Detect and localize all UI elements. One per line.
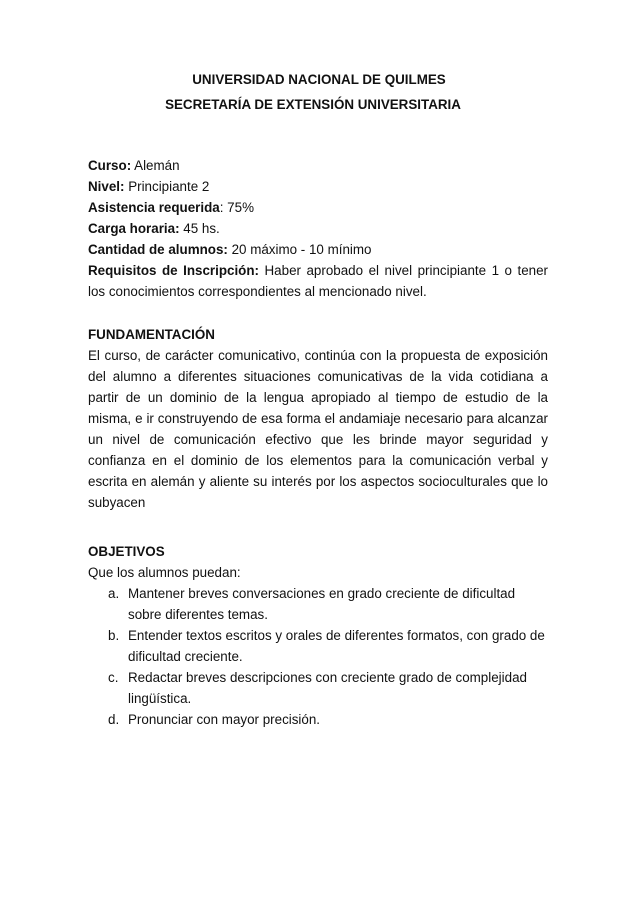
list-marker: b. <box>108 628 120 643</box>
list-marker: a. <box>108 586 120 601</box>
list-item-text: Pronunciar con mayor precisión. <box>128 712 321 727</box>
document-body <box>88 155 548 730</box>
carga-value: 45 hs. <box>179 221 220 236</box>
fundamentacion-paragraph: El curso, de carácter comunicativo, continúa con la propuesta de exposición del alumno a diferentes situaciones comunicativas de la vida cotidiana a partir de un dominio de la lengua apropiado al tiempo de estudio de la misma, e ir construyendo de esa forma el andamiaje necesario para alcanzar un nivel de comunicación efectivo que les brinde mayor seguridad y confianza en el dominio de los elementos para la comunicación verbal y escrita en alemán y aliente su interés por los aspectos socioculturales que lo subyacen <box>88 348 548 510</box>
requisitos-value: Haber aprobado el nivel principiante 1 o tener los conocimientos correspondientes al mencionado nivel. <box>88 263 548 299</box>
cantidad-value: 20 máximo - 10 mínimo <box>227 242 372 257</box>
requisitos-label: Requisitos de Inscripción: <box>88 263 259 278</box>
list-item-text: Redactar breves descripciones con creciente grado de complejidad lingüística. <box>128 670 527 706</box>
field-cantidad-alumnos <box>88 239 548 260</box>
curso-value: Alemán <box>131 158 180 173</box>
field-curso <box>88 155 548 176</box>
list-marker: d. <box>108 712 120 727</box>
department-title: SECRETARÍA DE EXTENSIÓN UNIVERSITARIA <box>165 97 461 112</box>
cantidad-label: Cantidad de alumnos: <box>88 242 228 257</box>
asistencia-value: : 75% <box>219 200 254 215</box>
list-item-text: Entender textos escritos y orales de diferentes formatos, con grado de dificultad creciente. <box>128 628 545 664</box>
list-item-text: Mantener breves conversaciones en grado creciente de dificultad sobre diferentes temas. <box>128 586 516 622</box>
list-marker: c. <box>108 670 119 685</box>
asistencia-label: Asistencia requerida <box>88 200 220 215</box>
curso-label: Curso: <box>88 158 132 173</box>
carga-label: Carga horaria: <box>88 221 180 236</box>
objectives-list <box>88 583 548 730</box>
objetivos-heading: OBJETIVOS <box>88 544 165 559</box>
fundamentacion-heading: FUNDAMENTACIÓN <box>88 327 215 342</box>
field-carga-horaria <box>88 218 548 239</box>
list-item <box>88 583 548 625</box>
list-item <box>88 709 548 730</box>
nivel-label: Nivel: <box>88 179 125 194</box>
field-asistencia <box>88 197 548 218</box>
nivel-value: Principiante 2 <box>124 179 210 194</box>
field-requisitos <box>88 260 548 302</box>
list-item <box>88 625 548 667</box>
field-nivel <box>88 176 548 197</box>
objetivos-intro: Que los alumnos puedan: <box>88 565 241 580</box>
list-item <box>88 667 548 709</box>
university-title: UNIVERSIDAD NACIONAL DE QUILMES <box>192 72 446 87</box>
